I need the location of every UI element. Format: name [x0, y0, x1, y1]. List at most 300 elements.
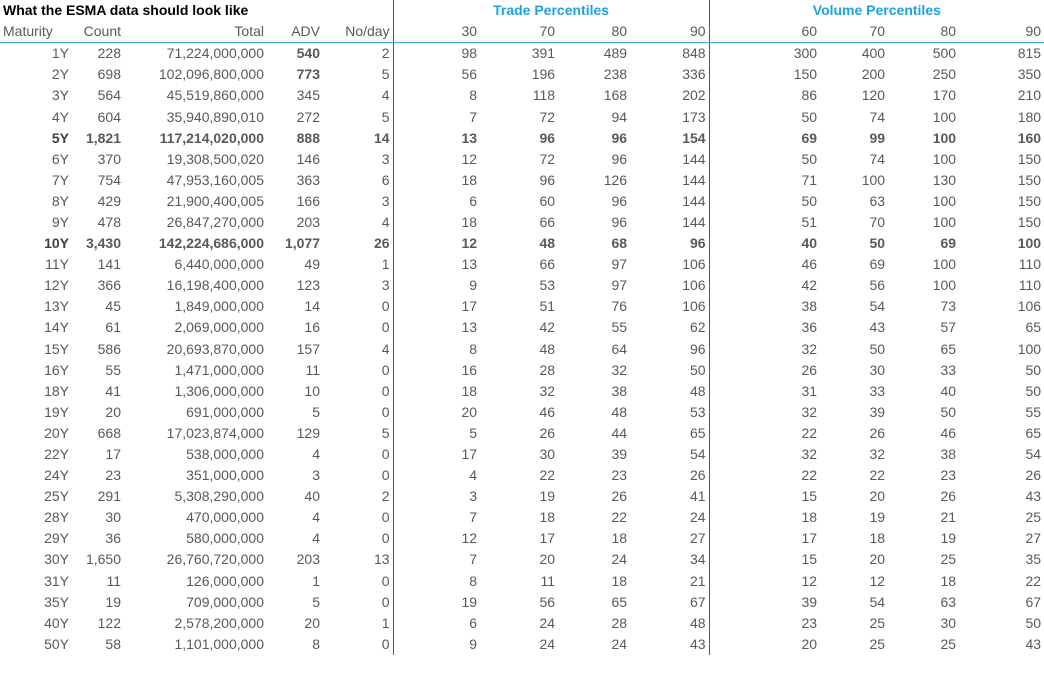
table-cell: 66 — [539, 213, 556, 230]
table-cell: 4 — [312, 509, 320, 526]
table-cell: 5 — [323, 423, 393, 444]
table-cell: 489 — [603, 45, 628, 62]
table-cell: 166 — [296, 192, 320, 209]
table-cell: 56 — [869, 277, 886, 294]
table-cell: 15 — [801, 551, 818, 568]
table-cell: 22 — [1025, 572, 1042, 589]
table-cell: 7Y — [51, 171, 69, 188]
table-cell: 120 — [861, 87, 886, 104]
table-cell: 150 — [793, 66, 818, 83]
table-cell: 14 — [323, 128, 393, 149]
volume-p80-header: 80 — [888, 21, 959, 43]
trade-p30-header: 30 — [393, 21, 480, 43]
table-cell: 691,000,000 — [186, 403, 264, 420]
table-cell: 94 — [611, 108, 628, 125]
table-cell: 19Y — [44, 403, 69, 420]
table-cell: 65 — [940, 340, 957, 357]
table-cell: 20 — [801, 635, 818, 652]
table-cell: 3,430 — [85, 235, 121, 252]
table-cell: 23 — [801, 614, 818, 631]
table-cell: 291 — [97, 488, 121, 505]
table-cell: 50 — [801, 192, 818, 209]
table-cell: 24 — [611, 635, 628, 652]
table-cell: 144 — [630, 149, 709, 170]
table-cell: 15 — [801, 488, 818, 505]
table-cell: 96 — [611, 213, 628, 230]
table-cell: 1,650 — [85, 551, 121, 568]
table-cell: 22Y — [44, 446, 69, 463]
no-per-day-header: No/day — [323, 21, 393, 43]
table-cell: 50Y — [44, 635, 69, 652]
table-cell: 30 — [869, 361, 886, 378]
table-cell: 100 — [932, 150, 957, 167]
table-cell: 4 — [312, 530, 320, 547]
table-cell: 24Y — [44, 467, 69, 484]
table-cell: 30 — [105, 509, 121, 526]
table-cell: 24 — [630, 507, 709, 528]
table-cell: 100 — [932, 256, 957, 273]
table-cell: 815 — [1017, 45, 1042, 62]
table-cell: 2,069,000,000 — [174, 319, 264, 336]
table-cell: 43 — [869, 319, 886, 336]
table-cell: 15Y — [44, 340, 69, 357]
table-cell: 203 — [296, 551, 320, 568]
trade-p90-header: 90 — [630, 21, 709, 43]
table-cell: 45,519,860,000 — [166, 87, 264, 104]
table-cell: 100 — [861, 171, 886, 188]
table-cell: 31Y — [44, 572, 69, 589]
table-cell: 47,953,160,005 — [166, 171, 264, 188]
table-cell: 25 — [1025, 509, 1042, 526]
table-cell: 67 — [1025, 593, 1042, 610]
table-cell: 698 — [97, 66, 121, 83]
table-cell: 16 — [461, 361, 478, 378]
table-cell: 32 — [801, 403, 818, 420]
table-cell: 43 — [1025, 488, 1042, 505]
table-cell: 17 — [461, 298, 478, 315]
table-cell: 586 — [97, 340, 121, 357]
table-cell: 6,440,000,000 — [174, 256, 264, 273]
count-header: Count — [72, 21, 124, 43]
table-cell: 65 — [630, 423, 709, 444]
table-cell: 228 — [97, 45, 121, 62]
table-cell: 74 — [869, 108, 886, 125]
table-cell: 41 — [630, 486, 709, 507]
table-cell: 210 — [1017, 87, 1042, 104]
table-cell: 76 — [611, 298, 628, 315]
table-row — [0, 592, 1044, 613]
table-cell: 36 — [801, 319, 818, 336]
table-cell: 3 — [312, 467, 320, 484]
table-cell: 22 — [801, 467, 818, 484]
table-cell: 4 — [312, 446, 320, 463]
table-cell: 22 — [869, 467, 886, 484]
table-cell: 13 — [461, 129, 478, 146]
table-cell: 22 — [539, 467, 556, 484]
table-row — [0, 423, 1044, 444]
table-cell: 44 — [611, 424, 628, 441]
table-cell: 22 — [611, 509, 628, 526]
table-cell: 17 — [801, 530, 818, 547]
table-cell: 32 — [539, 382, 556, 399]
table-cell: 66 — [539, 256, 556, 273]
table-cell: 366 — [97, 277, 121, 294]
table-cell: 20 — [461, 403, 478, 420]
table-cell: 25 — [869, 635, 886, 652]
table-cell: 1,849,000,000 — [174, 298, 264, 315]
table-cell: 0 — [323, 317, 393, 338]
table-cell: 25 — [940, 551, 957, 568]
table-cell: 400 — [861, 45, 886, 62]
table-row — [0, 64, 1044, 85]
table-cell: 0 — [323, 507, 393, 528]
table-cell: 96 — [539, 171, 556, 188]
table-cell: 96 — [539, 129, 556, 146]
table-cell: 250 — [932, 66, 957, 83]
table-cell: 26,847,270,000 — [166, 213, 264, 230]
table-cell: 96 — [611, 129, 628, 146]
table-cell: 65 — [611, 593, 628, 610]
table-cell: 154 — [630, 128, 709, 149]
table-cell: 98 — [461, 45, 478, 62]
table-cell: 50 — [801, 150, 818, 167]
table-cell: 20Y — [44, 424, 69, 441]
table-cell: 203 — [296, 213, 320, 230]
table-cell: 0 — [323, 296, 393, 317]
table-cell: 50 — [869, 340, 886, 357]
table-cell: 300 — [793, 45, 818, 62]
table-cell: 23 — [940, 467, 957, 484]
table-cell: 25Y — [44, 488, 69, 505]
table-cell: 2 — [323, 43, 393, 65]
table-row — [0, 486, 1044, 507]
table-row — [0, 85, 1044, 106]
table-cell: 57 — [940, 319, 957, 336]
volume-p70-header: 70 — [820, 21, 888, 43]
table-cell: 2 — [323, 486, 393, 507]
table-cell: 6 — [323, 170, 393, 191]
table-cell: 1Y — [51, 45, 69, 62]
table-cell: 40 — [304, 488, 320, 505]
table-cell: 429 — [97, 192, 121, 209]
sheet-title: What the ESMA data should look like — [0, 0, 393, 21]
table-cell: 72 — [539, 108, 556, 125]
table-cell: 54 — [869, 593, 886, 610]
table-cell: 17 — [105, 446, 121, 463]
table-cell: 604 — [97, 108, 121, 125]
table-cell: 21 — [940, 509, 957, 526]
table-cell: 5Y — [51, 129, 69, 146]
table-cell: 31 — [801, 382, 818, 399]
table-cell: 20,693,870,000 — [166, 340, 264, 357]
table-cell: 49 — [304, 256, 320, 273]
table-cell: 40 — [801, 235, 818, 252]
table-cell: 48 — [611, 403, 628, 420]
trade-p80-header: 80 — [558, 21, 630, 43]
maturity-header: Maturity — [0, 21, 72, 43]
table-cell: 4 — [469, 467, 478, 484]
table-cell: 18 — [461, 171, 478, 188]
table-cell: 17 — [539, 530, 556, 547]
table-cell: 35 — [1025, 551, 1042, 568]
table-cell: 17 — [461, 446, 478, 463]
table-cell: 13Y — [44, 298, 69, 315]
table-cell: 272 — [296, 108, 320, 125]
table-row — [0, 381, 1044, 402]
table-cell: 4Y — [51, 108, 69, 125]
table-cell: 100 — [932, 108, 957, 125]
table-cell: 16,198,400,000 — [166, 277, 264, 294]
table-cell: 0 — [323, 381, 393, 402]
table-cell: 53 — [630, 402, 709, 423]
table-cell: 1,306,000,000 — [174, 382, 264, 399]
table-cell: 3 — [323, 191, 393, 212]
table-cell: 6Y — [51, 150, 69, 167]
table-cell: 12 — [801, 572, 818, 589]
title-row — [0, 0, 1044, 21]
table-cell: 26 — [940, 488, 957, 505]
table-cell: 24 — [611, 551, 628, 568]
table-row — [0, 507, 1044, 528]
table-cell: 73 — [940, 298, 957, 315]
table-cell: 500 — [932, 45, 957, 62]
table-cell: 96 — [611, 192, 628, 209]
table-cell: 13 — [461, 319, 478, 336]
table-cell: 96 — [630, 339, 709, 360]
table-cell: 28Y — [44, 509, 69, 526]
table-cell: 345 — [296, 87, 320, 104]
table-cell: 336 — [630, 64, 709, 85]
table-cell: 12 — [461, 530, 478, 547]
table-cell: 54 — [630, 444, 709, 465]
table-cell: 25 — [869, 614, 886, 631]
table-cell: 19 — [105, 593, 121, 610]
table-cell: 351,000,000 — [186, 467, 264, 484]
table-cell: 60 — [539, 192, 556, 209]
table-cell: 1,101,000,000 — [174, 635, 264, 652]
table-cell: 1 — [323, 254, 393, 275]
table-cell: 2Y — [51, 66, 69, 83]
table-cell: 10Y — [44, 235, 69, 252]
table-cell: 39 — [869, 403, 886, 420]
table-cell: 18 — [611, 572, 628, 589]
table-cell: 196 — [531, 66, 556, 83]
table-cell: 72 — [539, 150, 556, 167]
table-cell: 40Y — [44, 614, 69, 631]
table-row — [0, 106, 1044, 127]
table-cell: 21,900,400,005 — [166, 192, 264, 209]
table-row — [0, 613, 1044, 634]
table-cell: 33 — [940, 361, 957, 378]
table-row — [0, 43, 1044, 65]
table-cell: 96 — [611, 150, 628, 167]
table-cell: 71 — [801, 171, 818, 188]
table-cell: 470,000,000 — [186, 509, 264, 526]
table-cell: 18 — [461, 382, 478, 399]
table-cell: 773 — [296, 66, 320, 83]
table-cell: 43 — [1025, 635, 1042, 652]
table-cell: 0 — [323, 528, 393, 549]
table-cell: 8Y — [51, 192, 69, 209]
table-cell: 30Y — [44, 551, 69, 568]
table-row — [0, 402, 1044, 423]
table-cell: 32 — [869, 446, 886, 463]
table-cell: 30 — [940, 614, 957, 631]
table-cell: 19,308,500,020 — [166, 150, 264, 167]
table-cell: 18 — [539, 509, 556, 526]
table-cell: 540 — [296, 45, 320, 62]
table-cell: 478 — [97, 213, 121, 230]
table-cell: 5 — [323, 106, 393, 127]
table-cell: 67 — [630, 592, 709, 613]
volume-p60-header: 60 — [709, 21, 820, 43]
table-cell: 3Y — [51, 87, 69, 104]
table-cell: 144 — [630, 212, 709, 233]
table-cell: 9 — [469, 635, 478, 652]
table-cell: 65 — [1025, 319, 1042, 336]
table-cell: 20 — [869, 488, 886, 505]
table-cell: 14 — [304, 298, 320, 315]
table-cell: 9 — [469, 277, 478, 294]
table-cell: 110 — [1018, 256, 1042, 273]
table-cell: 110 — [1018, 277, 1042, 294]
table-cell: 32 — [611, 361, 628, 378]
table-cell: 38 — [611, 382, 628, 399]
table-cell: 0 — [323, 360, 393, 381]
table-cell: 150 — [1017, 213, 1042, 230]
table-cell: 848 — [630, 43, 709, 65]
table-cell: 144 — [630, 191, 709, 212]
table-cell: 55 — [105, 361, 121, 378]
table-cell: 55 — [611, 319, 628, 336]
table-cell: 32 — [801, 340, 818, 357]
table-cell: 28 — [611, 614, 628, 631]
table-cell: 50 — [1025, 361, 1042, 378]
table-cell: 168 — [603, 87, 628, 104]
table-cell: 200 — [861, 66, 886, 83]
table-cell: 38 — [940, 446, 957, 463]
table-cell: 538,000,000 — [186, 446, 264, 463]
table-cell: 391 — [531, 45, 556, 62]
table-cell: 106 — [630, 296, 709, 317]
table-cell: 1,077 — [284, 235, 320, 252]
table-cell: 34 — [630, 549, 709, 570]
table-cell: 48 — [630, 381, 709, 402]
table-cell: 129 — [296, 424, 320, 441]
table-cell: 97 — [611, 256, 628, 273]
table-cell: 35Y — [44, 593, 69, 610]
table-cell: 118 — [532, 87, 556, 104]
table-cell: 50 — [801, 108, 818, 125]
table-cell: 28 — [539, 361, 556, 378]
table-cell: 99 — [869, 129, 886, 146]
table-cell: 238 — [603, 66, 628, 83]
table-cell: 170 — [932, 87, 957, 104]
table-cell: 160 — [1017, 129, 1042, 146]
table-row — [0, 444, 1044, 465]
table-cell: 26 — [323, 233, 393, 254]
table-cell: 18 — [611, 530, 628, 547]
table-cell: 106 — [630, 275, 709, 296]
adv-header: ADV — [267, 21, 323, 43]
table-cell: 63 — [869, 192, 886, 209]
table-cell: 157 — [296, 340, 320, 357]
table-cell: 42 — [539, 319, 556, 336]
table-cell: 48 — [539, 340, 556, 357]
table-cell: 100 — [1017, 235, 1042, 252]
table-cell: 48 — [630, 613, 709, 634]
table-cell: 18 — [461, 213, 478, 230]
table-cell: 11 — [106, 572, 121, 589]
table-cell: 100 — [932, 192, 957, 209]
table-cell: 150 — [1017, 171, 1042, 188]
column-header-row — [0, 21, 1044, 43]
table-row — [0, 339, 1044, 360]
table-cell: 56 — [539, 593, 556, 610]
table-cell: 26 — [869, 424, 886, 441]
table-cell: 58 — [105, 635, 121, 652]
table-cell: 40 — [940, 382, 957, 399]
table-cell: 50 — [1025, 614, 1042, 631]
table-cell: 4 — [323, 339, 393, 360]
table-cell: 41 — [105, 382, 121, 399]
table-cell: 12Y — [44, 277, 69, 294]
table-cell: 709,000,000 — [186, 593, 264, 610]
table-cell: 146 — [296, 150, 320, 167]
table-row — [0, 212, 1044, 233]
table-row — [0, 233, 1044, 254]
table-cell: 20 — [539, 551, 556, 568]
table-cell: 69 — [940, 235, 957, 252]
table-cell: 144 — [630, 170, 709, 191]
table-cell: 1 — [323, 613, 393, 634]
table-cell: 3 — [323, 275, 393, 296]
table-cell: 50 — [630, 360, 709, 381]
table-cell: 20 — [869, 551, 886, 568]
table-cell: 1,821 — [85, 129, 121, 146]
table-cell: 55 — [1025, 403, 1042, 420]
table-cell: 30 — [539, 446, 556, 463]
volume-p90-header: 90 — [959, 21, 1044, 43]
table-row — [0, 275, 1044, 296]
table-cell: 363 — [296, 171, 320, 188]
table-cell: 150 — [1017, 150, 1042, 167]
table-cell: 70 — [869, 213, 886, 230]
table-cell: 43 — [630, 634, 709, 655]
table-cell: 56 — [461, 66, 478, 83]
table-cell: 35,940,890,010 — [166, 108, 264, 125]
table-cell: 3 — [323, 149, 393, 170]
table-cell: 18Y — [44, 382, 69, 399]
table-cell: 130 — [932, 171, 957, 188]
table-cell: 18 — [869, 530, 886, 547]
table-cell: 370 — [97, 150, 121, 167]
table-cell: 39 — [801, 593, 818, 610]
table-row — [0, 254, 1044, 275]
table-cell: 106 — [630, 254, 709, 275]
table-cell: 173 — [630, 106, 709, 127]
table-cell: 69 — [801, 129, 818, 146]
table-cell: 74 — [869, 150, 886, 167]
table-row — [0, 128, 1044, 149]
table-cell: 2,578,200,000 — [174, 614, 264, 631]
table-cell: 42 — [801, 277, 818, 294]
table-cell: 21 — [630, 571, 709, 592]
table-row — [0, 634, 1044, 655]
table-cell: 26 — [1025, 467, 1042, 484]
table-cell: 0 — [323, 634, 393, 655]
table-cell: 126,000,000 — [186, 572, 264, 589]
